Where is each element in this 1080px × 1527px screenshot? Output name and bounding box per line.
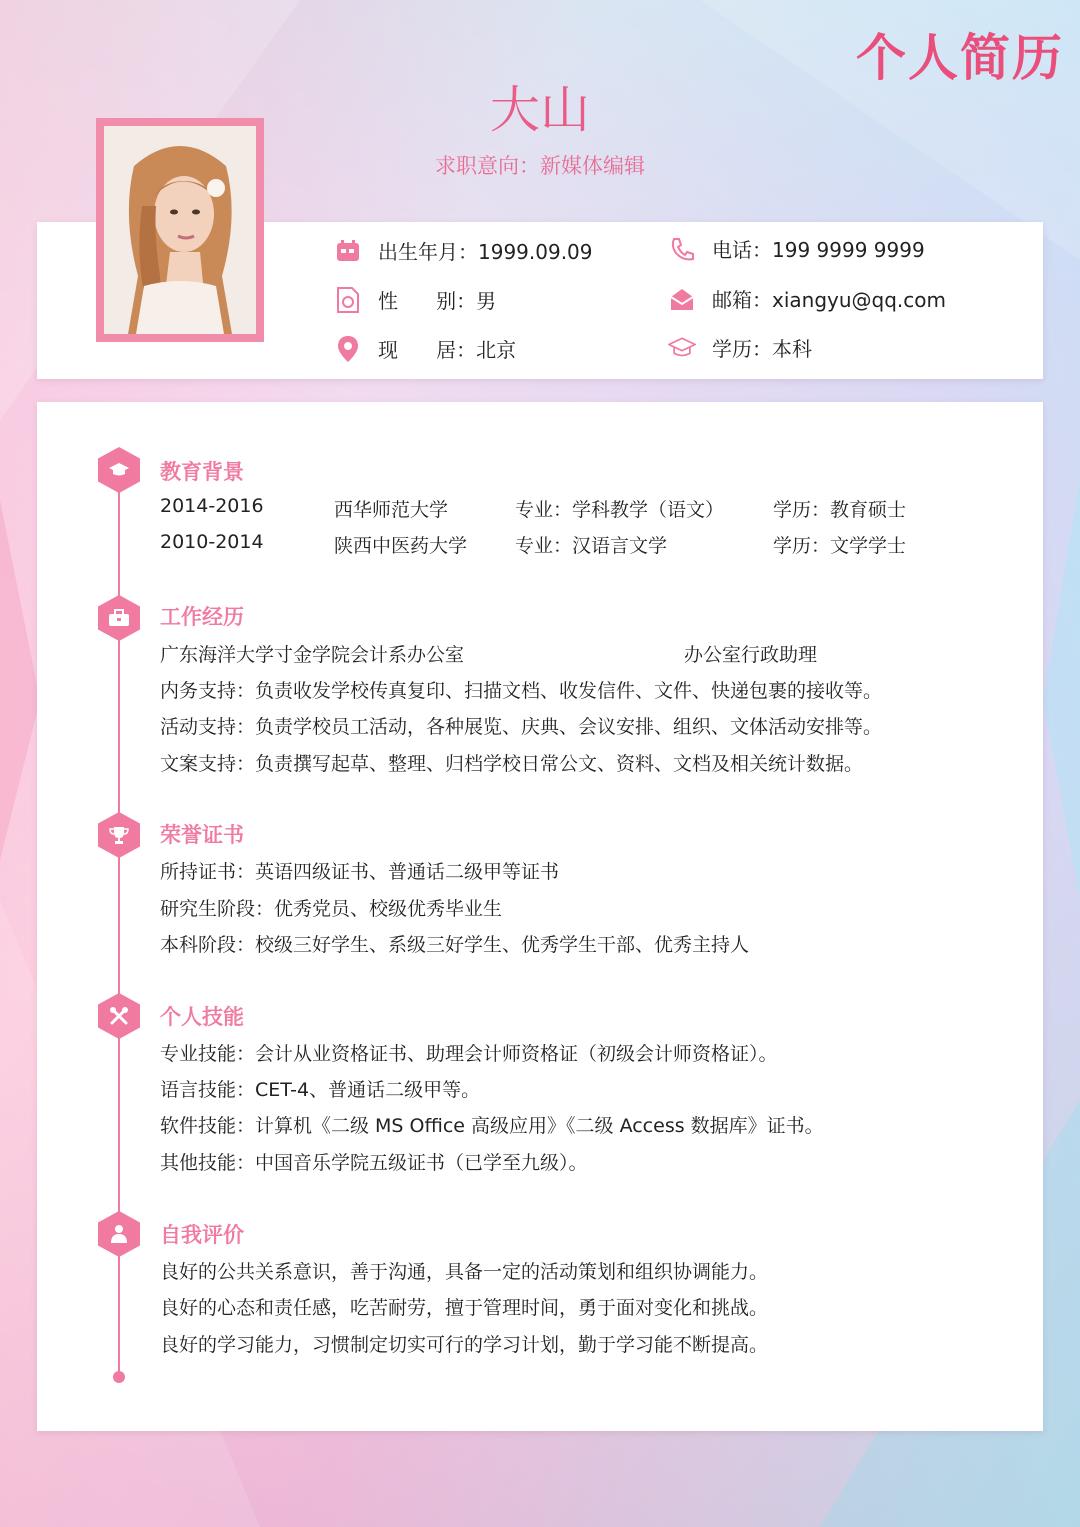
timeline-end-dot <box>113 1371 125 1383</box>
skill-line: 软件技能：计算机《二级 MS Office 高级应用》《二级 Access 数据库》证书。 <box>160 1115 824 1137</box>
education-degree: 学历：文学学士 <box>773 535 907 557</box>
work-duty-line: 内务支持：负责收发学校传真复印、扫描文档、收发信件、文件、快递包裹的接收等。 <box>160 680 883 702</box>
portrait-image <box>104 126 256 334</box>
honor-line: 所持证书：英语四级证书、普通话二级甲等证书 <box>160 861 560 883</box>
residence-text: 现 居：北京 <box>378 338 517 362</box>
job-intent: 求职意向：新媒体编辑 <box>435 154 645 178</box>
graduation-cap-icon <box>108 462 130 478</box>
work-duty-line: 活动支持：负责学校员工活动，各种展览、庆典、会议安排、组织、文体活动安排等。 <box>160 716 883 738</box>
honor-line: 本科阶段：校级三好学生、系级三好学生、优秀学生干部、优秀主持人 <box>160 934 750 956</box>
section-title-self-eval: 自我评价 <box>160 1223 244 1247</box>
birth-text: 出生年月：1999.09.09 <box>378 240 593 264</box>
phone-text: 电话：199 9999 9999 <box>712 238 925 262</box>
skill-line: 其他技能：中国音乐学院五级证书（已学至九级）。 <box>160 1152 588 1174</box>
section-title-skills: 个人技能 <box>160 1005 244 1029</box>
id-card-icon <box>334 286 362 314</box>
education-years: 2010-2014 <box>160 531 264 553</box>
work-duty-line: 文案支持：负责撰写起草、整理、归档学校日常公文、资料、文档及相关统计数据。 <box>160 753 864 775</box>
trophy-icon <box>109 825 129 845</box>
briefcase-icon <box>108 609 130 627</box>
tools-icon <box>109 1006 129 1026</box>
location-pin-icon <box>334 335 362 363</box>
education-major: 专业：汉语言文学 <box>515 535 668 557</box>
skill-line: 专业技能：会计从业资格证书、助理会计师资格证（初级会计师资格证）。 <box>160 1043 778 1065</box>
education-school: 陕西中医药大学 <box>334 535 468 557</box>
graduation-cap-icon <box>668 334 696 362</box>
birth-info <box>334 236 593 265</box>
residence-info <box>334 334 516 363</box>
section-title-work: 工作经历 <box>160 605 244 629</box>
section-title-honors: 荣誉证书 <box>160 823 244 847</box>
work-role: 办公室行政助理 <box>684 644 818 666</box>
skill-line: 语言技能：CET-4、普通话二级甲等。 <box>160 1079 481 1101</box>
phone-icon <box>668 235 696 263</box>
phone-info <box>668 234 925 263</box>
email-info <box>668 284 946 313</box>
gender-info <box>334 285 496 314</box>
email-text: 邮箱：xiangyu@qq.com <box>712 288 946 312</box>
self-eval-line: 良好的公共关系意识，善于沟通，具备一定的活动策划和组织协调能力。 <box>160 1261 769 1283</box>
degree-info <box>668 333 812 362</box>
honor-line: 研究生阶段：优秀党员、校级优秀毕业生 <box>160 898 503 920</box>
self-eval-line: 良好的心态和责任感，吃苦耐劳，擅于管理时间，勇于面对变化和挑战。 <box>160 1297 769 1319</box>
education-school: 西华师范大学 <box>334 499 449 521</box>
education-years: 2014-2016 <box>160 495 264 517</box>
profile-photo <box>96 118 264 342</box>
self-eval-line: 良好的学习能力，习惯制定切实可行的学习计划，勤于学习能不断提高。 <box>160 1334 769 1356</box>
document-title: 个人简历 <box>856 29 1064 87</box>
person-icon <box>110 1224 128 1244</box>
mail-icon <box>668 285 696 313</box>
candidate-name: 大山 <box>490 81 590 139</box>
calendar-icon <box>334 237 362 265</box>
work-organization: 广东海洋大学寸金学院会计系办公室 <box>160 644 465 666</box>
education-degree: 学历：教育硕士 <box>773 499 907 521</box>
education-major: 专业：学科教学（语文） <box>515 499 725 521</box>
section-title-education: 教育背景 <box>160 460 244 484</box>
degree-text: 学历：本科 <box>712 337 812 361</box>
gender-text: 性 别：男 <box>378 289 497 313</box>
